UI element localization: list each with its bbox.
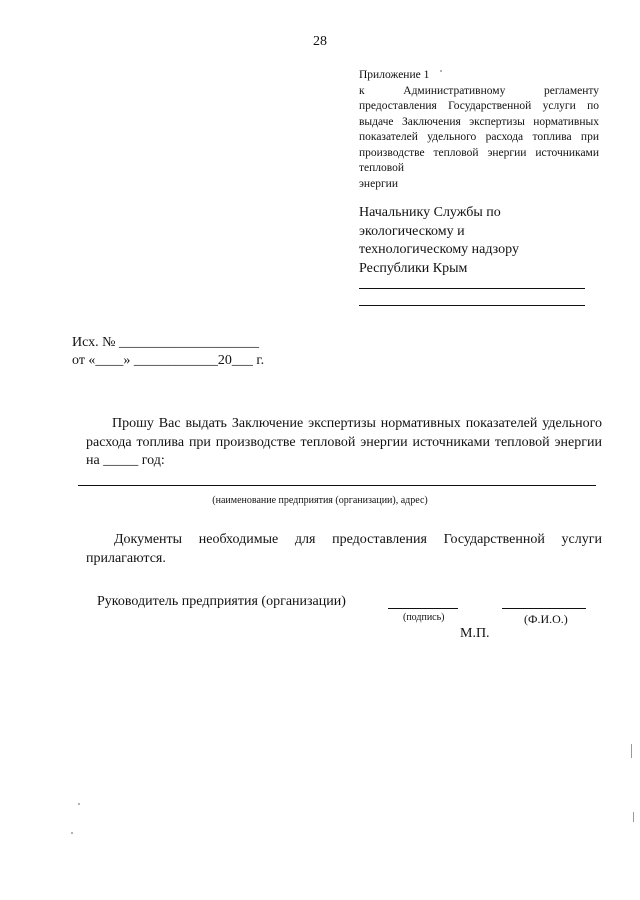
outgoing-date: от «____» ____________20___ г. [72, 353, 265, 368]
addressee-line-3: технологическому надзору [359, 242, 519, 257]
signature-caption: (подпись) [403, 612, 445, 623]
addressee-blank-line-1 [359, 288, 585, 289]
signature-blank-line [388, 608, 458, 609]
outgoing-number: Исх. № ____________________ [72, 335, 259, 350]
scan-speck [78, 803, 80, 805]
scan-speck [633, 812, 634, 822]
addressee-line-2: экологическому и [359, 223, 465, 239]
request-paragraph: Прошу Вас выдать Заключение экспертизы нормативных показателей удельного расхода топлива при производстве тепловой энергии источниками тепловой энергии на _____ год: [86, 416, 602, 468]
scan-speck [631, 744, 632, 758]
page-number: 28 [313, 34, 327, 49]
scan-speck [440, 70, 442, 72]
signatory-label: Руководитель предприятия (организации) [97, 594, 346, 609]
appendix-text-end: энергии [359, 177, 398, 190]
organization-blank-line [78, 485, 596, 486]
stamp-placeholder: М.П. [460, 626, 490, 641]
documents-paragraph: Документы необходимые для предоставления Государственной услуги прилагаются. [86, 532, 602, 566]
scan-speck [71, 832, 73, 834]
name-caption: (Ф.И.О.) [524, 612, 568, 626]
appendix-title: Приложение 1 [359, 69, 430, 81]
addressee-blank-line-2 [359, 305, 585, 306]
addressee-block [359, 204, 599, 278]
addressee-line-1: Начальнику Службы по [359, 205, 501, 220]
addressee-line-4: Республики Крым [359, 260, 468, 276]
organization-caption: (наименование предприятия (организации), адрес) [212, 495, 428, 506]
appendix-header [359, 68, 599, 192]
appendix-text: к Административному регламенту предоставления Государственной услуги по выдаче Заключения экспертизы нормативных показателей удельного расхода топлива при производстве тепловой энергии источниками тепловой [359, 84, 599, 174]
name-blank-line [502, 608, 586, 609]
